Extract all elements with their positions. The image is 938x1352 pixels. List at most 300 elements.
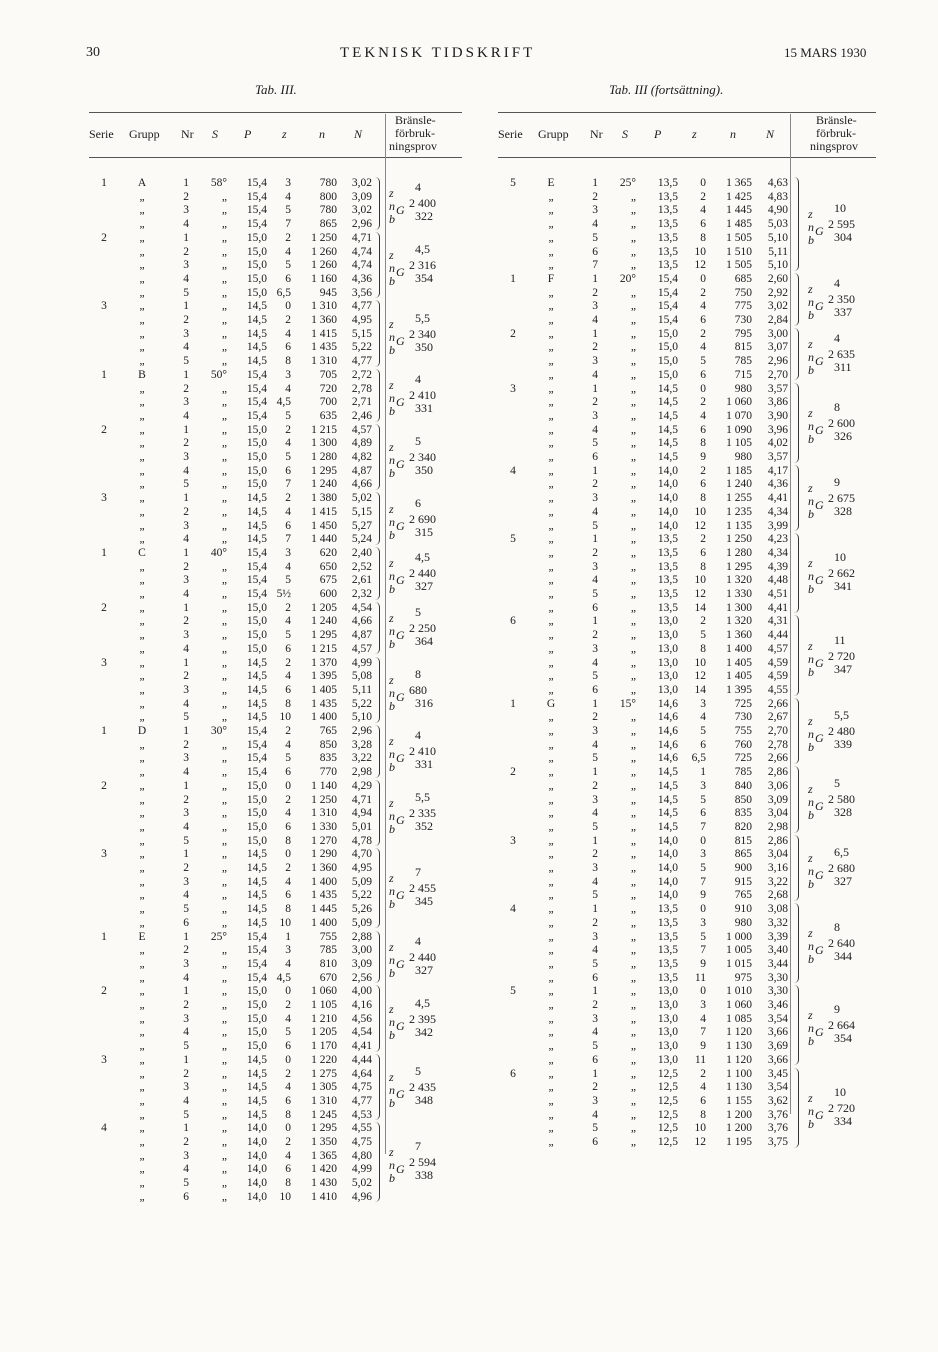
grupp-cell: „ [548, 574, 554, 587]
ng-subscript: G [396, 888, 405, 903]
n-cell: 1 215 [311, 642, 337, 655]
n-cell: 1 430 [311, 1177, 337, 1190]
grupp-cell: „ [139, 327, 145, 340]
n-cell: 1 060 [726, 396, 752, 409]
nr-cell: 3 [183, 574, 189, 587]
grupp-cell: „ [139, 396, 145, 409]
b-label: b [389, 404, 395, 419]
n-cell: 1 400 [311, 916, 337, 929]
nr-cell: 5 [183, 711, 189, 724]
N-cell: 3,30 [767, 971, 788, 984]
s-cell: „ [630, 1122, 636, 1135]
z-cell: 3 [700, 697, 706, 710]
ng-label: n [808, 1103, 814, 1118]
N-cell: 5,11 [768, 245, 788, 258]
n-cell: 945 [319, 286, 337, 299]
n-cell: 1 270 [311, 834, 337, 847]
z-cell: 4 [285, 327, 291, 340]
p-cell: 14,0 [657, 505, 678, 518]
s-cell: „ [221, 560, 227, 573]
N-cell: 2,98 [351, 766, 372, 779]
grupp-cell: „ [548, 204, 554, 217]
nr-cell: 2 [183, 190, 189, 203]
z-cell: 11 [694, 1053, 706, 1066]
nr-cell: 4 [592, 944, 598, 957]
nr-cell: 2 [183, 738, 189, 751]
s-cell: „ [221, 341, 227, 354]
N-cell: 5,27 [351, 519, 372, 532]
ng-label: n [808, 219, 814, 234]
p-cell: 14,5 [246, 327, 267, 340]
grupp-cell: „ [139, 779, 145, 792]
ng-value: 2 662 [828, 566, 855, 581]
n-cell: 635 [319, 409, 337, 422]
nr-cell: 3 [183, 683, 189, 696]
N-cell: 2,86 [767, 834, 788, 847]
b-value: 328 [834, 805, 852, 820]
grupp-cell: „ [548, 546, 554, 559]
n-cell: 850 [734, 793, 752, 806]
N-cell: 5,11 [352, 683, 372, 696]
p-cell: 15,0 [246, 834, 267, 847]
n-cell: 1 395 [726, 683, 752, 696]
grupp-cell: „ [139, 588, 145, 600]
nr-cell: 3 [183, 807, 189, 820]
grupp-cell: „ [548, 711, 554, 724]
n-cell: 1 015 [726, 957, 752, 970]
table-header-left [89, 112, 462, 158]
n-cell: 1 330 [311, 820, 337, 833]
z-cell: 2 [700, 615, 706, 628]
nr-cell: 3 [592, 725, 598, 737]
n-cell: 1 205 [311, 1026, 337, 1039]
s-cell: 20° [619, 272, 636, 285]
n-cell: 1 010 [726, 985, 752, 998]
serie-cell: 5 [510, 533, 516, 546]
p-cell: 15,0 [246, 999, 267, 1011]
n-cell: 1 505 [726, 259, 752, 272]
p-cell: 13,5 [657, 916, 678, 929]
n-cell: 1 000 [726, 930, 752, 943]
p-cell: 14,0 [657, 862, 678, 874]
grupp-cell: „ [139, 519, 145, 532]
ng-label: n [389, 747, 395, 762]
z-cell: 6 [700, 218, 706, 231]
nr-cell: 5 [592, 519, 598, 532]
nr-cell: 4 [183, 272, 189, 285]
issue-date: 15 MARS 1930 [784, 45, 867, 60]
nr-cell: 2 [592, 286, 598, 299]
z-cell: 8 [700, 492, 706, 505]
p-cell: 14,6 [657, 725, 678, 737]
ng-subscript: G [815, 730, 824, 745]
N-cell: 2,56 [351, 971, 372, 984]
s-cell: „ [630, 903, 636, 916]
N-cell: 3,56 [351, 286, 372, 299]
ng-label: n [808, 493, 814, 508]
s-cell: „ [221, 615, 227, 628]
z-cell: 4 [285, 560, 291, 573]
nr-cell: 2 [592, 1081, 598, 1094]
ng-label: n [808, 418, 814, 433]
N-cell: 4,17 [767, 464, 788, 477]
n-cell: 1 120 [726, 1053, 752, 1066]
z-cell: 4 [700, 204, 706, 217]
z-cell: 2 [700, 464, 706, 477]
col-p: P [654, 127, 662, 141]
z-value: 10 [834, 550, 846, 565]
nr-cell: 3 [183, 451, 189, 463]
z-value: 10 [834, 200, 846, 215]
nr-cell: 1 [592, 697, 598, 710]
p-cell: 13,5 [657, 177, 678, 189]
z-cell: 0 [700, 177, 706, 189]
p-cell: 14,5 [246, 355, 267, 368]
grupp-cell: „ [139, 875, 145, 888]
grupp-cell: „ [548, 423, 554, 436]
col-z: z [692, 127, 697, 141]
serie-cell: 2 [101, 601, 107, 614]
nr-cell: 3 [592, 492, 598, 505]
N-cell: 4,59 [767, 670, 788, 683]
grupp-cell: „ [548, 957, 554, 970]
b-value: 331 [415, 401, 433, 416]
s-cell: „ [221, 656, 227, 669]
ng-value: 2 410 [409, 388, 436, 403]
s-cell: „ [630, 355, 636, 368]
n-cell: 1 310 [311, 300, 337, 313]
ng-label: n [808, 1021, 814, 1036]
z-cell: 8 [700, 642, 706, 655]
serie-cell: 6 [510, 1067, 516, 1080]
n-cell: 1 435 [311, 889, 337, 902]
p-cell: 15,0 [246, 615, 267, 628]
N-cell: 2,67 [767, 711, 788, 724]
grupp-cell: „ [139, 218, 145, 231]
nr-cell: 1 [592, 766, 598, 779]
z-cell: 0 [285, 1122, 291, 1135]
ng-label: n [808, 863, 814, 878]
p-cell: 14,6 [657, 697, 678, 710]
serie-cell: 4 [510, 464, 516, 477]
nr-cell: 3 [592, 930, 598, 943]
n-cell: 1 200 [726, 1122, 752, 1135]
p-cell: 14,5 [246, 533, 267, 546]
p-cell: 14,6 [657, 711, 678, 724]
N-cell: 2,52 [351, 560, 372, 573]
s-cell: „ [630, 999, 636, 1011]
s-cell: „ [630, 793, 636, 806]
nr-cell: 6 [592, 601, 598, 614]
N-cell: 5,08 [351, 670, 372, 683]
col-s: S [212, 127, 218, 141]
ng-subscript: G [815, 497, 824, 512]
grupp-cell: „ [548, 368, 554, 381]
n-cell: 1 240 [726, 478, 752, 491]
nr-cell: 3 [592, 300, 598, 313]
z-cell: 2 [285, 492, 291, 505]
grupp-cell: „ [548, 1053, 554, 1066]
z-cell: 3 [700, 779, 706, 792]
z-cell: 4 [700, 1081, 706, 1094]
N-cell: 4,70 [351, 848, 372, 861]
N-cell: 5,15 [351, 327, 372, 340]
s-cell: „ [221, 1149, 227, 1162]
n-cell: 1 360 [726, 629, 752, 642]
z-cell: 10 [279, 711, 291, 724]
N-cell: 5,24 [351, 533, 372, 546]
N-cell: 4,51 [767, 588, 788, 600]
p-cell: 12,5 [657, 1108, 678, 1121]
p-cell: 15,4 [246, 766, 267, 779]
s-cell: „ [630, 1012, 636, 1025]
s-cell: „ [630, 779, 636, 792]
p-cell: 15,4 [246, 382, 267, 395]
N-cell: 4,99 [351, 1163, 372, 1176]
nr-cell: 4 [183, 1094, 189, 1107]
N-cell: 4,39 [767, 560, 788, 573]
z-value: 5,5 [834, 707, 849, 722]
z-cell: 6 [700, 807, 706, 820]
n-cell: 1 365 [726, 177, 752, 189]
N-cell: 4,00 [351, 985, 372, 998]
page-number: 30 [86, 45, 100, 60]
grupp-cell: „ [139, 862, 145, 874]
grupp-cell: „ [548, 916, 554, 929]
z-value: 8 [415, 666, 421, 681]
serie-cell: 1 [101, 930, 107, 943]
s-cell: „ [630, 368, 636, 381]
p-cell: 15,4 [246, 190, 267, 203]
p-cell: 14,5 [246, 1108, 267, 1121]
N-cell: 3,08 [767, 903, 788, 916]
group-brace [794, 1068, 799, 1148]
ng-subscript: G [815, 799, 824, 814]
ng-subscript: G [396, 395, 405, 410]
s-cell: „ [630, 218, 636, 231]
p-cell: 12,5 [657, 1081, 678, 1094]
table-caption-left: Tab. III. [255, 82, 297, 97]
b-value: 322 [415, 209, 433, 224]
ng-label: n [389, 884, 395, 899]
s-cell: „ [630, 957, 636, 970]
s-cell: „ [221, 752, 227, 765]
b-value: 364 [415, 634, 433, 649]
nr-cell: 1 [183, 930, 189, 943]
grupp-cell: „ [548, 451, 554, 463]
n-cell: 750 [734, 286, 752, 299]
s-cell: „ [630, 259, 636, 272]
grupp-cell: „ [548, 1081, 554, 1094]
z-cell: 2 [285, 314, 291, 326]
z-label: z [389, 1070, 394, 1085]
nr-cell: 1 [183, 779, 189, 792]
z-cell: 2 [285, 725, 291, 737]
s-cell: „ [630, 807, 636, 820]
z-cell: 4 [285, 382, 291, 395]
nr-cell: 2 [183, 505, 189, 518]
N-cell: 4,54 [351, 601, 372, 614]
s-cell: „ [630, 656, 636, 669]
N-cell: 4,66 [351, 615, 372, 628]
nr-cell: 1 [592, 834, 598, 847]
z-label: z [389, 939, 394, 954]
s-cell: „ [630, 916, 636, 929]
z-value: 10 [834, 1084, 846, 1099]
grupp-cell: „ [139, 642, 145, 655]
p-cell: 14,5 [246, 505, 267, 518]
ng-value: 680 [409, 682, 427, 697]
z-cell: 6 [285, 889, 291, 902]
z-value: 4,5 [415, 242, 430, 257]
nr-cell: 4 [592, 505, 598, 518]
n-cell: 1 130 [726, 1081, 752, 1094]
p-cell: 14,5 [657, 423, 678, 436]
s-cell: „ [221, 766, 227, 779]
ng-subscript: G [815, 867, 824, 882]
grupp-cell: „ [139, 409, 145, 422]
n-cell: 1 250 [726, 533, 752, 546]
p-cell: 14,5 [246, 314, 267, 326]
ng-value: 2 690 [409, 511, 436, 526]
s-cell: „ [630, 300, 636, 313]
s-cell: „ [630, 560, 636, 573]
N-cell: 4,96 [351, 1190, 372, 1203]
s-cell: „ [221, 1026, 227, 1039]
s-cell: „ [630, 1053, 636, 1066]
N-cell: 3,40 [767, 944, 788, 957]
group-brace [375, 232, 380, 299]
z-cell: 0 [700, 382, 706, 395]
p-cell: 13,5 [657, 560, 678, 573]
col-bransle-2: förbruk- [395, 126, 435, 140]
nr-cell: 6 [592, 1053, 598, 1066]
s-cell: „ [221, 396, 227, 409]
grupp-cell: „ [548, 464, 554, 477]
nr-cell: 1 [183, 546, 189, 559]
ng-label: n [808, 795, 814, 810]
N-cell: 4,34 [767, 546, 788, 559]
nr-cell: 5 [592, 670, 598, 683]
s-cell: „ [630, 231, 636, 244]
s-cell: „ [221, 1122, 227, 1135]
N-cell: 2,84 [767, 314, 788, 326]
s-cell: „ [221, 409, 227, 422]
ng-value: 2 410 [409, 744, 436, 759]
grupp-cell: „ [548, 1026, 554, 1039]
grupp-cell: „ [139, 492, 145, 505]
n-cell: 1 405 [726, 670, 752, 683]
z-cell: 6 [285, 519, 291, 532]
N-cell: 3,69 [767, 1040, 788, 1053]
p-cell: 15,0 [246, 1040, 267, 1053]
nr-cell: 1 [183, 848, 189, 861]
ng-label: n [389, 199, 395, 214]
group-brace [375, 369, 380, 422]
nr-cell: 4 [592, 807, 598, 820]
p-cell: 14,5 [657, 437, 678, 450]
nr-cell: 6 [183, 916, 189, 929]
z-cell: 14 [694, 601, 706, 614]
group-brace [375, 602, 380, 655]
n-cell: 730 [734, 711, 752, 724]
grupp-cell: „ [548, 752, 554, 765]
group-brace [794, 533, 799, 613]
grupp-cell: „ [548, 382, 554, 395]
z-cell: 4 [285, 1012, 291, 1025]
ng-label: n [808, 939, 814, 954]
grupp-cell: „ [548, 314, 554, 326]
N-cell: 4,99 [351, 656, 372, 669]
n-cell: 780 [319, 204, 337, 217]
p-cell: 14,5 [246, 492, 267, 505]
N-cell: 3,57 [767, 382, 788, 395]
n-cell: 1 445 [311, 903, 337, 916]
n-cell: 1 295 [311, 464, 337, 477]
b-value: 347 [834, 661, 852, 676]
z-label: z [389, 796, 394, 811]
grupp-cell: „ [139, 464, 145, 477]
b-label: b [389, 212, 395, 227]
serie-cell: 4 [101, 1122, 107, 1135]
s-cell: „ [630, 725, 636, 737]
p-cell: 13,0 [657, 1053, 678, 1066]
z-label: z [808, 337, 813, 352]
N-cell: 4,75 [351, 1136, 372, 1148]
z-label: z [808, 206, 813, 221]
nr-cell: 4 [183, 588, 189, 600]
nr-cell: 1 [183, 985, 189, 998]
N-cell: 3,02 [351, 177, 372, 189]
p-cell: 13,0 [657, 615, 678, 628]
z-cell: 10 [694, 574, 706, 587]
n-cell: 755 [734, 725, 752, 737]
s-cell: „ [221, 492, 227, 505]
b-value: 339 [834, 736, 852, 751]
serie-cell: 1 [101, 725, 107, 737]
s-cell: „ [221, 382, 227, 395]
z-cell: 3 [285, 546, 291, 559]
nr-cell: 4 [183, 642, 189, 655]
z-cell: 5 [700, 355, 706, 368]
z-label: z [808, 782, 813, 797]
ng-subscript: G [396, 203, 405, 218]
n-cell: 1 220 [311, 1053, 337, 1066]
z-cell: 2 [285, 862, 291, 874]
z-cell: 5 [285, 259, 291, 272]
s-cell: „ [630, 478, 636, 491]
z-cell: 6 [700, 423, 706, 436]
p-cell: 14,0 [657, 478, 678, 491]
p-cell: 13,0 [657, 683, 678, 696]
N-cell: 2,92 [767, 286, 788, 299]
N-cell: 5,10 [767, 259, 788, 272]
N-cell: 5,22 [351, 697, 372, 710]
serie-cell: 2 [101, 423, 107, 436]
p-cell: 14,5 [246, 656, 267, 669]
n-cell: 1 320 [726, 574, 752, 587]
s-cell: „ [221, 478, 227, 491]
col-bransle-2: förbruk- [816, 126, 856, 140]
n-cell: 795 [734, 327, 752, 340]
group-brace [375, 547, 380, 600]
z-cell: 0 [700, 834, 706, 847]
z-label: z [808, 850, 813, 865]
serie-cell: 4 [510, 903, 516, 916]
z-value: 4,5 [415, 995, 430, 1010]
n-cell: 1 160 [311, 272, 337, 285]
z-cell: 11 [694, 971, 706, 984]
